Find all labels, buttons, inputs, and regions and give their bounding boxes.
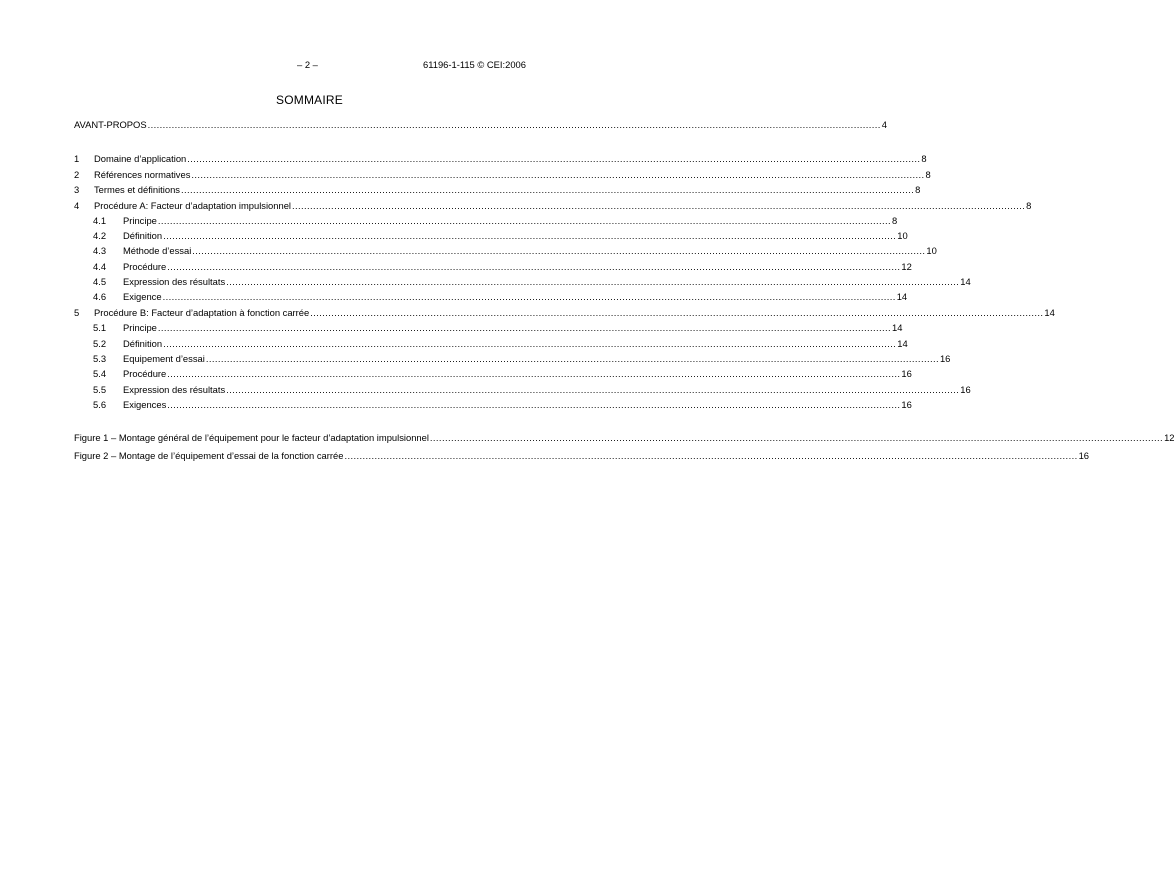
toc-entry-page: 4 bbox=[881, 119, 887, 130]
toc-leader-dots: .................................................................................................................................................................................................................................................... bbox=[429, 432, 1164, 443]
toc-entry-number: 4.2 bbox=[93, 230, 107, 241]
toc-entry-figure-2[interactable] bbox=[74, 449, 1090, 462]
toc-entry-number: 5.4 bbox=[93, 368, 107, 379]
toc-entry-number: 4.6 bbox=[93, 291, 107, 302]
toc-entry-page: 14 bbox=[892, 322, 903, 333]
toc-entry-page: 10 bbox=[897, 230, 908, 241]
toc-entry-label: Figure 1 – Montage général de l’équipement pour le facteur d’adaptation impulsionnel bbox=[74, 432, 429, 443]
toc-entry-page: 16 bbox=[901, 399, 912, 410]
toc-entry-number: 1 bbox=[74, 153, 80, 164]
toc-entry-number: 2 bbox=[74, 169, 80, 180]
toc-entry-label: Références normatives bbox=[94, 169, 191, 180]
toc-entry-label: Exigences bbox=[123, 399, 167, 410]
toc-entry-page: 12 bbox=[1164, 432, 1175, 443]
toc-entry-number: 4.4 bbox=[93, 261, 107, 272]
toc-entry-page: 10 bbox=[926, 245, 937, 256]
toc-entry-subsection-4-5[interactable] bbox=[93, 275, 971, 288]
toc-entry-label: AVANT-PROPOS bbox=[74, 119, 147, 130]
toc-entry-page: 14 bbox=[1044, 307, 1055, 318]
toc-entry-subsection-5-5[interactable] bbox=[93, 383, 971, 396]
toc-entry-label: Procédure bbox=[123, 368, 167, 379]
toc-leader-dots: .................................................................................................................................................................................................................................................... bbox=[163, 338, 897, 349]
toc-entry-subsection-4-2[interactable] bbox=[93, 229, 908, 242]
toc-entry-page: 14 bbox=[897, 338, 908, 349]
toc-entry-subsection-5-2[interactable] bbox=[93, 337, 908, 350]
toc-entry-page: 8 bbox=[925, 169, 931, 180]
toc-entry-section-3[interactable] bbox=[74, 183, 921, 196]
toc-entry-number: 4.1 bbox=[93, 215, 107, 226]
toc-entry-number: 4.3 bbox=[93, 245, 107, 256]
toc-entry-label: Expression des résultats bbox=[123, 276, 226, 287]
toc-entry-subsection-5-4[interactable] bbox=[93, 367, 912, 380]
toc-entry-label: Procédure bbox=[123, 261, 167, 272]
toc-leader-dots: .................................................................................................................................................................................................................................................... bbox=[147, 119, 881, 130]
toc-leader-dots: .................................................................................................................................................................................................................................................... bbox=[310, 307, 1044, 318]
toc-entry-label: Méthode d’essai bbox=[123, 245, 192, 256]
toc-entry-number: 5.3 bbox=[93, 353, 107, 364]
toc-entry-subsection-4-4[interactable] bbox=[93, 260, 912, 273]
toc-entry-page: 8 bbox=[1026, 200, 1032, 211]
toc-entry-page: 16 bbox=[901, 368, 912, 379]
toc-entry-subsection-5-6[interactable] bbox=[93, 398, 912, 411]
toc-entry-section-1[interactable] bbox=[74, 152, 927, 165]
toc-entry-label: Figure 2 – Montage de l’équipement d’essai de la fonction carrée bbox=[74, 450, 344, 461]
toc-entry-label: Domaine d’application bbox=[94, 153, 187, 164]
toc-leader-dots: .................................................................................................................................................................................................................................................... bbox=[226, 276, 960, 287]
document-reference: 61196-1-115 © CEI:2006 bbox=[423, 59, 526, 70]
toc-entry-number: 4.5 bbox=[93, 276, 107, 287]
toc-entry-subsection-4-3[interactable] bbox=[93, 244, 937, 257]
toc-entry-number: 3 bbox=[74, 184, 80, 195]
toc-leader-dots: .................................................................................................................................................................................................................................................... bbox=[163, 230, 897, 241]
toc-entry-page: 14 bbox=[896, 291, 908, 302]
toc-entry-page: 16 bbox=[960, 384, 971, 395]
toc-entry-page: 14 bbox=[960, 276, 971, 287]
toc-entry-section-5[interactable] bbox=[74, 306, 1055, 319]
toc-entry-foreword[interactable] bbox=[74, 118, 887, 131]
toc-leader-dots: .................................................................................................................................................................................................................................................... bbox=[191, 169, 925, 180]
toc-entry-label: Procédure B: Facteur d’adaptation à fonction carrée bbox=[94, 307, 310, 318]
toc-entry-label: Procédure A: Facteur d’adaptation impulsionnel bbox=[94, 200, 291, 211]
toc-entry-section-4[interactable] bbox=[74, 199, 1032, 212]
toc-entry-subsection-5-3[interactable] bbox=[93, 352, 951, 365]
toc-leader-dots: .................................................................................................................................................................................................................................................... bbox=[157, 322, 892, 333]
toc-leader-dots: .................................................................................................................................................................................................................................................... bbox=[187, 153, 921, 164]
toc-entry-number: 5.5 bbox=[93, 384, 107, 395]
toc-title: SOMMAIRE bbox=[276, 93, 343, 107]
toc-entry-figure-1[interactable] bbox=[74, 431, 1175, 444]
toc-entry-label: Définition bbox=[123, 338, 163, 349]
toc-leader-dots: .................................................................................................................................................................................................................................................... bbox=[226, 384, 960, 395]
toc-entry-label: Termes et définitions bbox=[94, 184, 180, 195]
toc-entry-page: 12 bbox=[901, 261, 912, 272]
toc-entry-page: 8 bbox=[921, 153, 927, 164]
toc-entry-subsection-4-1[interactable] bbox=[93, 214, 898, 227]
toc-leader-dots: .................................................................................................................................................................................................................................................... bbox=[205, 353, 939, 364]
toc-leader-dots: .................................................................................................................................................................................................................................................... bbox=[192, 245, 926, 256]
toc-leader-dots: .................................................................................................................................................................................................................................................... bbox=[180, 184, 915, 195]
toc-entry-page: 8 bbox=[915, 184, 921, 195]
toc-entry-subsection-4-6[interactable] bbox=[93, 290, 908, 303]
toc-leader-dots: .................................................................................................................................................................................................................................................... bbox=[344, 450, 1078, 461]
toc-leader-dots: .................................................................................................................................................................................................................................................... bbox=[157, 215, 892, 226]
toc-entry-number: 5.1 bbox=[93, 322, 107, 333]
toc-entry-section-2[interactable] bbox=[74, 168, 931, 181]
toc-leader-dots: .................................................................................................................................................................................................................................................... bbox=[292, 200, 1026, 211]
page-number: – 2 – bbox=[297, 59, 318, 70]
toc-leader-dots: .................................................................................................................................................................................................................................................... bbox=[167, 261, 901, 272]
toc-entry-page: 8 bbox=[892, 215, 898, 226]
toc-entry-label: Expression des résultats bbox=[123, 384, 226, 395]
toc-entry-page: 16 bbox=[939, 353, 951, 364]
toc-entry-subsection-5-1[interactable] bbox=[93, 321, 903, 334]
toc-entry-number: 5.6 bbox=[93, 399, 107, 410]
toc-entry-label: Principe bbox=[123, 215, 157, 226]
toc-entry-label: Exigence bbox=[123, 291, 162, 302]
toc-leader-dots: .................................................................................................................................................................................................................................................... bbox=[167, 399, 901, 410]
toc-leader-dots: .................................................................................................................................................................................................................................................... bbox=[162, 291, 896, 302]
toc-entry-number: 5.2 bbox=[93, 338, 107, 349]
toc-entry-label: Définition bbox=[123, 230, 163, 241]
toc-entry-page: 16 bbox=[1078, 450, 1090, 461]
toc-entry-label: Equipement d’essai bbox=[123, 353, 205, 364]
toc-entry-label: Principe bbox=[123, 322, 157, 333]
toc-leader-dots: .................................................................................................................................................................................................................................................... bbox=[167, 368, 901, 379]
toc-entry-number: 4 bbox=[74, 200, 80, 211]
toc-entry-number: 5 bbox=[74, 307, 80, 318]
